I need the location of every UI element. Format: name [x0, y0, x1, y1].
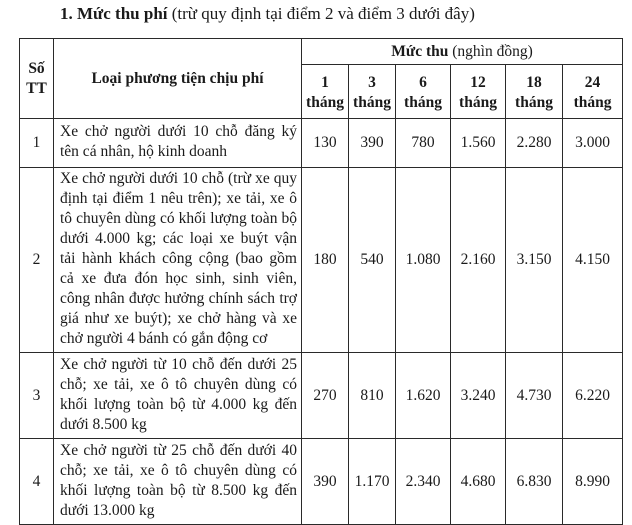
fee-cell: 4.150 [563, 168, 623, 353]
section-heading [60, 2, 475, 26]
header-rate-unit: (nghìn đồng) [452, 42, 533, 60]
fee-cell: 2.340 [396, 439, 451, 525]
fee-cell: 130 [302, 119, 349, 168]
fee-cell: 2.160 [451, 168, 506, 353]
row-stt: 4 [20, 439, 54, 525]
fee-cell: 1.170 [349, 439, 396, 525]
fee-cell: 780 [396, 119, 451, 168]
header-rate [302, 39, 623, 65]
row-description: Xe chở người dưới 10 chỗ đăng ký tên cá nhân, hộ kinh doanh [54, 119, 302, 168]
fee-cell: 3.000 [563, 119, 623, 168]
month-unit: tháng [306, 93, 344, 111]
month-unit: tháng [573, 93, 612, 111]
month-value: 24 [584, 73, 601, 91]
header-stt [20, 39, 54, 119]
fee-cell: 1.080 [396, 168, 451, 353]
fee-cell: 8.990 [563, 439, 623, 525]
row-description: Xe chở người từ 10 chỗ đến dưới 25 chỗ; xe tải, xe ô tô chuyên dùng có khối lượng toàn bộ từ 4.000 kg đến dưới 8.500 kg [54, 353, 302, 439]
table-row [20, 168, 623, 353]
fee-cell: 4.730 [506, 353, 563, 439]
header-month-24 [563, 65, 623, 119]
month-unit: tháng [459, 93, 497, 111]
fee-cell: 6.220 [563, 353, 623, 439]
heading-number: 1. Mức thu phí [60, 4, 168, 23]
fee-cell: 1.560 [451, 119, 506, 168]
row-description: Xe chở người dưới 10 chỗ (trừ xe quy định tại điểm 1 nêu trên); xe tải, xe ô tô chuyên dùng có khối lượng toàn bộ dưới 4.000 kg; các loại xe buýt vận tải hành khách công cộng (bao gồm cả xe đưa đón học sinh, sinh viên, công nhân được hưởng chính sách trợ giá như xe buýt); xe chở hàng và xe chở người 4 bánh có gắn động cơ [54, 168, 302, 353]
header-month-6 [396, 65, 451, 119]
fee-cell: 6.830 [506, 439, 563, 525]
header-stt-line2: TT [26, 79, 47, 97]
fee-cell: 390 [349, 119, 396, 168]
header-stt-line1: Số [28, 59, 45, 77]
fee-cell: 180 [302, 168, 349, 353]
fee-cell: 810 [349, 353, 396, 439]
fee-table [19, 38, 623, 525]
header-rate-label: Mức thu [391, 42, 449, 60]
month-value: 18 [526, 73, 542, 91]
heading-note: (trừ quy định tại điểm 2 và điểm 3 dưới đây) [171, 4, 475, 23]
header-vehicle-type: Loại phương tiện chịu phí [54, 39, 302, 119]
fee-cell: 3.240 [451, 353, 506, 439]
row-description: Xe chở người từ 25 chỗ đến dưới 40 chỗ; xe tải, xe ô tô chuyên dùng có khối lượng toàn bộ từ 8.500 kg đến dưới 13.000 kg [54, 439, 302, 525]
month-unit: tháng [353, 93, 391, 111]
table-row [20, 119, 623, 168]
month-value: 6 [419, 73, 427, 91]
fee-cell: 3.150 [506, 168, 563, 353]
row-stt: 3 [20, 353, 54, 439]
fee-cell: 270 [302, 353, 349, 439]
month-value: 3 [368, 73, 376, 91]
fee-cell: 4.680 [451, 439, 506, 525]
fee-cell: 390 [302, 439, 349, 525]
row-stt: 1 [20, 119, 54, 168]
fee-cell: 540 [349, 168, 396, 353]
month-unit: tháng [515, 93, 553, 111]
month-value: 1 [321, 73, 329, 91]
header-month-3 [349, 65, 396, 119]
row-stt: 2 [20, 168, 54, 353]
month-value: 12 [470, 73, 486, 91]
month-unit: tháng [404, 93, 442, 111]
fee-cell: 2.280 [506, 119, 563, 168]
table-row [20, 353, 623, 439]
header-month-18 [506, 65, 563, 119]
fee-cell: 1.620 [396, 353, 451, 439]
header-month-1 [302, 65, 349, 119]
header-month-12 [451, 65, 506, 119]
